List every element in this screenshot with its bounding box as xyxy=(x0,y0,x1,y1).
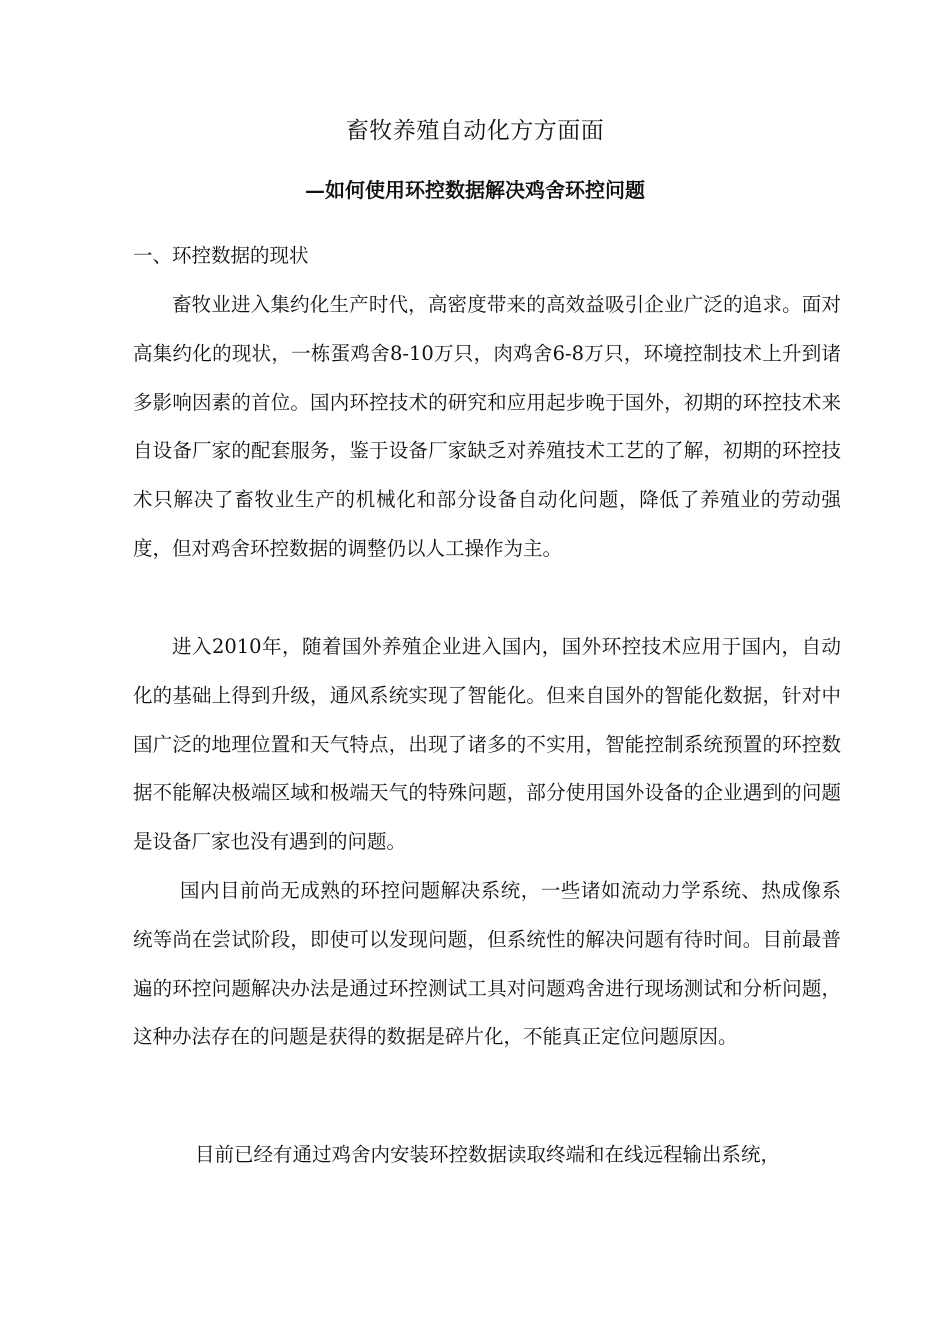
document-subtitle: —如何使用环控数据解决鸡舍环控问题 xyxy=(305,178,645,202)
document-title: 畜牧养殖自动化方方面面 xyxy=(345,118,605,144)
paragraph: 国内目前尚无成熟的环控问题解决系统，一些诸如流动力学系统、热成像系统等尚在尝试阶段，即使可以发现问题，但系统性的解决问题有待时间。目前最普遍的环控问题解决办法是通过环控测试工具对问题鸡舍进行现场测试和分析问题，这种办法存在的问题是获得的数据是碎片化，不能真正定位问题原因。 xyxy=(133,879,841,1049)
section-heading: 一、环控数据的现状 xyxy=(133,244,309,267)
paragraph: 畜牧业进入集约化生产时代，高密度带来的高效益吸引企业广泛的追求。面对高集约化的现状，一栋蛋鸡舍8-10万只，肉鸡舍6-8万只，环境控制技术上升到诸多影响因素的首位。国内环控技术的研究和应用起步晚于国外，初期的环控技术来自设备厂家的配套服务，鉴于设备厂家缺乏对养殖技术工艺的了解，初期的环控技术只解决了畜牧业生产的机械化和部分设备自动化问题，降低了养殖业的劳动强度，但对鸡舍环控数据的调整仍以人工操作为主。 xyxy=(133,293,841,560)
paragraph: 目前已经有通过鸡舍内安装环控数据读取终端和在线远程输出系统， xyxy=(195,1143,781,1166)
paragraph: 进入2010年，随着国外养殖企业进入国内，国外环控技术应用于国内，自动化的基础上得到升级，通风系统实现了智能化。但来自国外的智能化数据，针对中国广泛的地理位置和天气特点，出现了诸多的不实用，智能控制系统预置的环控数据不能解决极端区域和极端天气的特殊问题，部分使用国外设备的企业遇到的问题是设备厂家也没有遇到的问题。 xyxy=(133,635,841,854)
